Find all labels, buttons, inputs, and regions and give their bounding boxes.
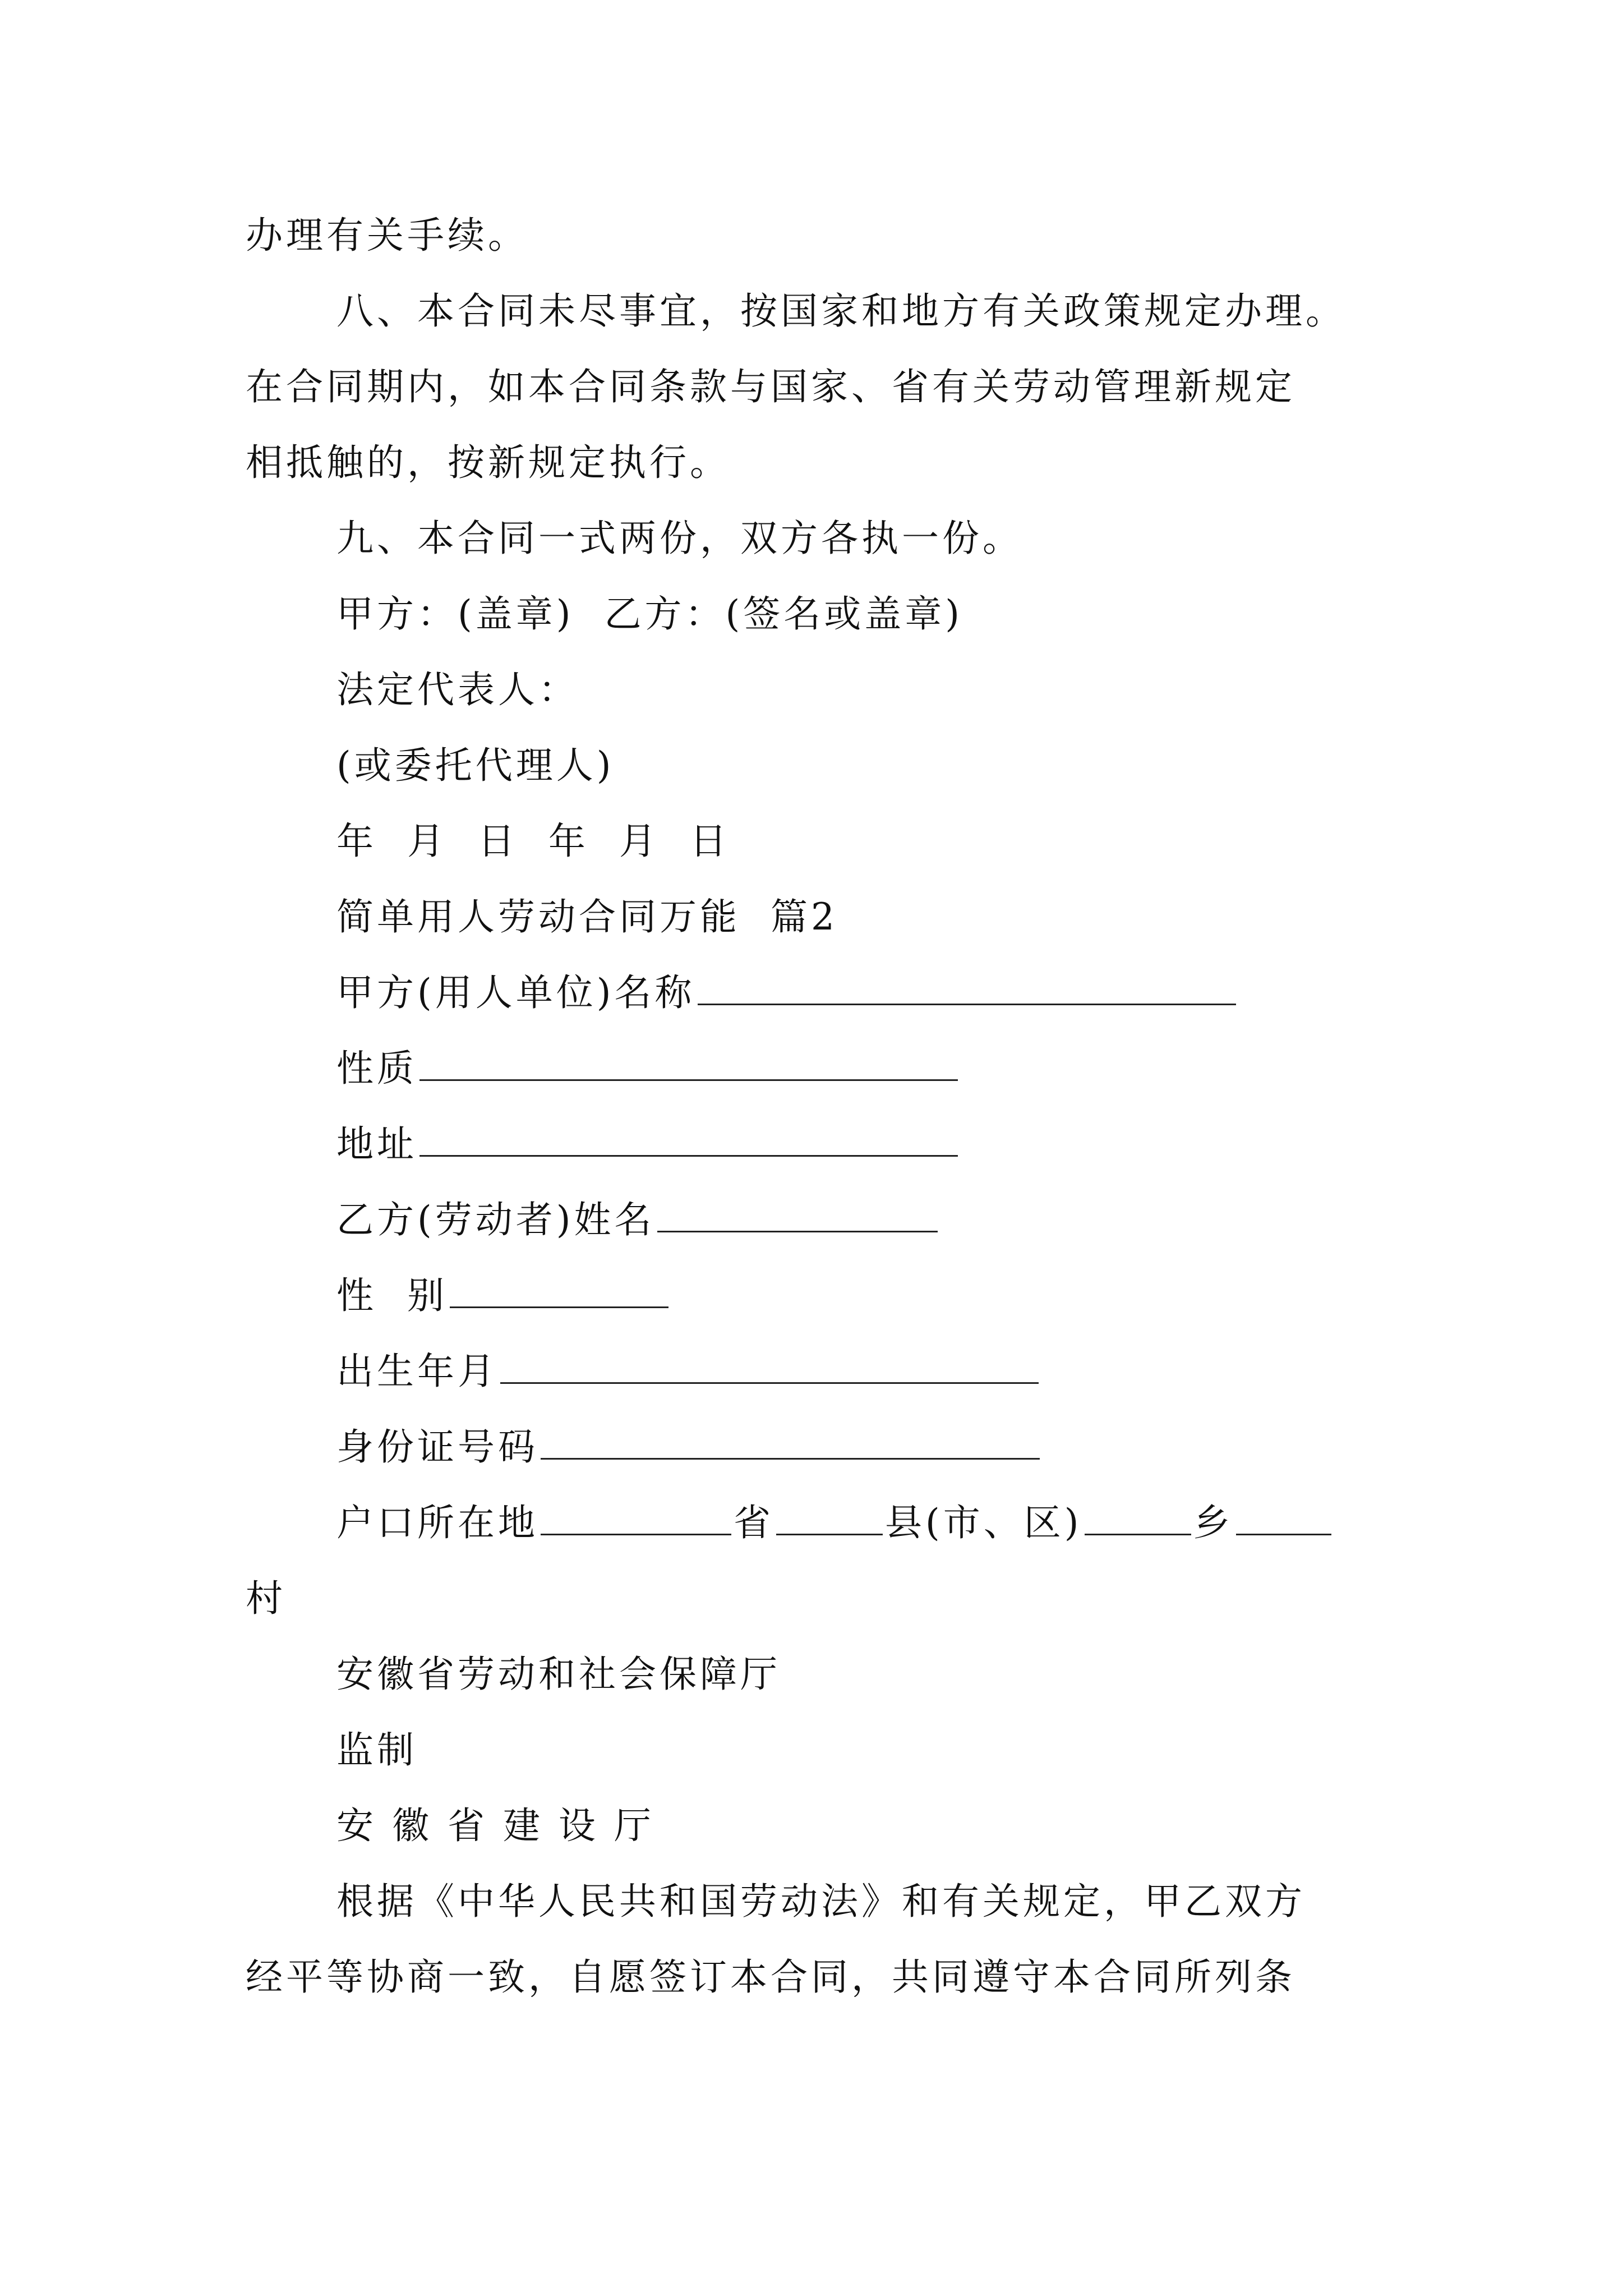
line-text: 根据《中华人民共和国劳动法》和有关规定，甲乙双方 — [336, 1880, 1306, 1923]
line-text: (或委托代理人) — [336, 744, 615, 787]
issuer-line-2 — [0, 1798, 1623, 1854]
clause-9-line — [0, 510, 1623, 567]
province-label: 省 — [734, 1501, 774, 1544]
line-text: 安徽省劳动和社会保障厅 — [336, 1653, 781, 1696]
line-text: 九、本合同一式两份，双方各执一份。 — [336, 517, 1023, 560]
field-label: 身份证号码 — [336, 1425, 538, 1469]
field-label: 甲方(用人单位)名称 — [336, 971, 695, 1014]
line-text: 村 — [246, 1577, 286, 1620]
nature-field — [0, 1041, 1623, 1097]
text-line — [0, 1949, 1623, 2005]
date-line — [0, 813, 1623, 869]
fill-in-blank — [1236, 1502, 1331, 1535]
line-text: 年 月 日 年 月 日 — [336, 820, 730, 863]
fill-in-blank — [541, 1502, 731, 1535]
line-text: 法定代表人： — [336, 668, 579, 711]
field-label: 户口所在地 — [336, 1501, 538, 1544]
preamble-line — [0, 1874, 1623, 1930]
field-label: 性质 — [336, 1047, 417, 1090]
legal-representative-line — [0, 662, 1623, 718]
line-text: 八、本合同未尽事宜，按国家和地方有关政策规定办理。 — [336, 289, 1346, 333]
line-text: 办理有关手续。 — [246, 214, 528, 257]
supervision-line — [0, 1722, 1623, 1778]
section-heading — [0, 889, 1623, 945]
fill-in-blank — [1085, 1502, 1191, 1535]
fill-in-blank — [776, 1502, 883, 1535]
fill-in-blank — [419, 1124, 958, 1157]
id-number-field — [0, 1419, 1623, 1475]
line-text: 甲方：(盖章) 乙方：(签名或盖章) — [336, 592, 963, 636]
line-text: 简单用人劳动合同万能 篇2 — [336, 895, 838, 938]
line-text: 监制 — [336, 1728, 417, 1772]
issuer-line — [0, 1646, 1623, 1703]
fill-in-blank — [657, 1199, 938, 1232]
fill-in-blank — [450, 1275, 668, 1308]
line-text: 在合同期内，如本合同条款与国家、省有关劳动管理新规定 — [246, 365, 1295, 408]
field-label: 乙方(劳动者)姓名 — [336, 1198, 655, 1241]
field-label: 出生年月 — [336, 1350, 498, 1393]
fill-in-blank — [419, 1048, 958, 1081]
fill-in-blank — [500, 1351, 1039, 1384]
line-text: 相抵触的，按新规定执行。 — [246, 441, 730, 484]
text-line — [0, 208, 1623, 264]
township-label: 乡 — [1193, 1501, 1234, 1544]
line-text: 经平等协商一致，自愿签订本合同，共同遵守本合同所列条 — [246, 1955, 1295, 1999]
employee-name-field — [0, 1192, 1623, 1248]
text-line — [0, 435, 1623, 491]
birth-date-field — [0, 1343, 1623, 1400]
village-line — [0, 1571, 1623, 1627]
field-label: 地址 — [336, 1122, 417, 1166]
fill-in-blank — [698, 972, 1236, 1005]
county-label: 县(市、区) — [885, 1501, 1082, 1544]
employer-name-field — [0, 965, 1623, 1021]
clause-8-line — [0, 283, 1623, 339]
line-text: 安 徽 省 建 设 厅 — [336, 1804, 654, 1847]
household-registration-field — [0, 1495, 1623, 1551]
signature-parties-line — [0, 586, 1623, 642]
field-label: 性 别 — [336, 1274, 448, 1317]
fill-in-blank — [541, 1427, 1040, 1460]
gender-field — [0, 1268, 1623, 1324]
agent-line — [0, 738, 1623, 794]
text-line — [0, 359, 1623, 415]
address-field — [0, 1116, 1623, 1172]
